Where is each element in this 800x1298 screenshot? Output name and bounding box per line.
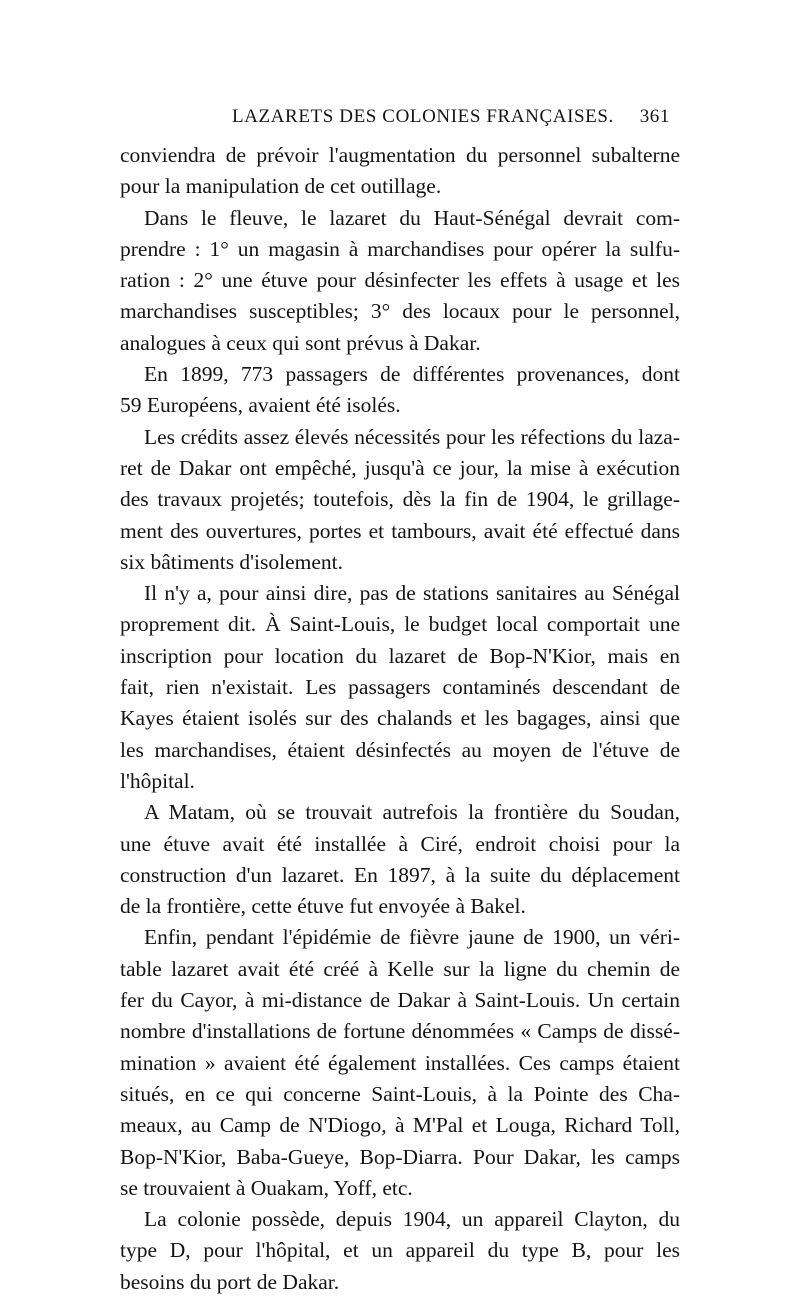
text-line: ration : 2° une étuve pour désinfecter les effets à usage et les bbox=[120, 268, 680, 293]
text-line: Il n'y a, pour ainsi dire, pas de stations sanitaires au Sénégal bbox=[144, 581, 680, 606]
text-line: type D, pour l'hôpital, et un appareil du type B, pour les bbox=[120, 1238, 680, 1263]
text-line: pour la manipulation de cet outillage. bbox=[120, 174, 442, 199]
text-line: A Matam, où se trouvait autrefois la frontière du Soudan, bbox=[144, 800, 680, 825]
text-line: les marchandises, étaient désinfectés au moyen de l'étuve de bbox=[120, 737, 680, 762]
text-line: une étuve avait été installée à Ciré, endroit choisi pour la bbox=[120, 831, 680, 856]
text-line: ment des ouvertures, portes et tambours, avait été effectué dans bbox=[120, 518, 680, 543]
text-line: mination » avaient été également installées. Ces camps étaient bbox=[120, 1050, 680, 1075]
text-line: proprement dit. À Saint-Louis, le budget local comportait une bbox=[120, 612, 680, 637]
text-line: La colonie possède, depuis 1904, un appareil Clayton, du bbox=[144, 1207, 680, 1232]
text-line: analogues à ceux qui sont prévus à Dakar. bbox=[120, 330, 481, 355]
text-line: marchandises susceptibles; 3° des locaux pour le personnel, bbox=[120, 299, 680, 324]
text-line: construction d'un lazaret. En 1897, à la suite du déplacement bbox=[120, 862, 680, 887]
text-line: table lazaret avait été créé à Kelle sur la ligne du chemin de bbox=[120, 956, 680, 981]
page-header bbox=[232, 106, 670, 134]
text-line: fer du Cayor, à mi-distance de Dakar à Saint-Louis. Un certain bbox=[120, 988, 680, 1013]
text-line: l'hôpital. bbox=[120, 768, 195, 793]
text-line: conviendra de prévoir l'augmentation du personnel subalterne bbox=[120, 143, 680, 167]
text-line: se trouvaient à Ouakam, Yoff, etc. bbox=[120, 1175, 413, 1200]
page-number: 361 bbox=[639, 106, 670, 127]
running-title: LAZARETS DES COLONIES FRANÇAISES. bbox=[232, 106, 614, 127]
text-line: 59 Européens, avaient été isolés. bbox=[120, 393, 401, 418]
text-line: Les crédits assez élevés nécessités pour les réfections du laza- bbox=[144, 424, 680, 449]
text-line: En 1899, 773 passagers de différentes provenances, dont bbox=[144, 362, 680, 387]
text-line: prendre : 1° un magasin à marchandises pour opérer la sulfu- bbox=[120, 236, 680, 261]
text-line: six bâtiments d'isolement. bbox=[120, 549, 344, 574]
text-line: des travaux projetés; toutefois, dès la fin de 1904, le grillage- bbox=[120, 487, 680, 512]
text-line: de la frontière, cette étuve fut envoyée à Bakel. bbox=[120, 894, 526, 919]
text-line: fait, rien n'existait. Les passagers contaminés descendant de bbox=[120, 675, 680, 700]
text-line: Kayes étaient isolés sur des chalands et les bagages, ainsi que bbox=[120, 706, 680, 731]
text-line: ret de Dakar ont empêché, jusqu'à ce jour, la mise à exécution bbox=[120, 455, 680, 480]
text-line: situés, en ce qui concerne Saint-Louis, à la Pointe des Cha- bbox=[120, 1081, 680, 1106]
text-line: Dans le fleuve, le lazaret du Haut-Sénégal devrait com- bbox=[144, 205, 680, 230]
text-line: nombre d'installations de fortune dénommées « Camps de dissé- bbox=[120, 1019, 680, 1044]
text-line: Bop-N'Kior, Baba-Gueye, Bop-Diarra. Pour Dakar, les camps bbox=[120, 1144, 680, 1169]
text-line: besoins du port de Dakar. bbox=[120, 1269, 340, 1294]
text-line: Enfin, pendant l'épidémie de fièvre jaune de 1900, un véri- bbox=[144, 925, 680, 950]
text-line: inscription pour location du lazaret de Bop-N'Kior, mais en bbox=[120, 643, 680, 668]
text-line: meaux, au Camp de N'Diogo, à M'Pal et Louga, Richard Toll, bbox=[120, 1113, 680, 1138]
body-text bbox=[120, 140, 680, 1298]
